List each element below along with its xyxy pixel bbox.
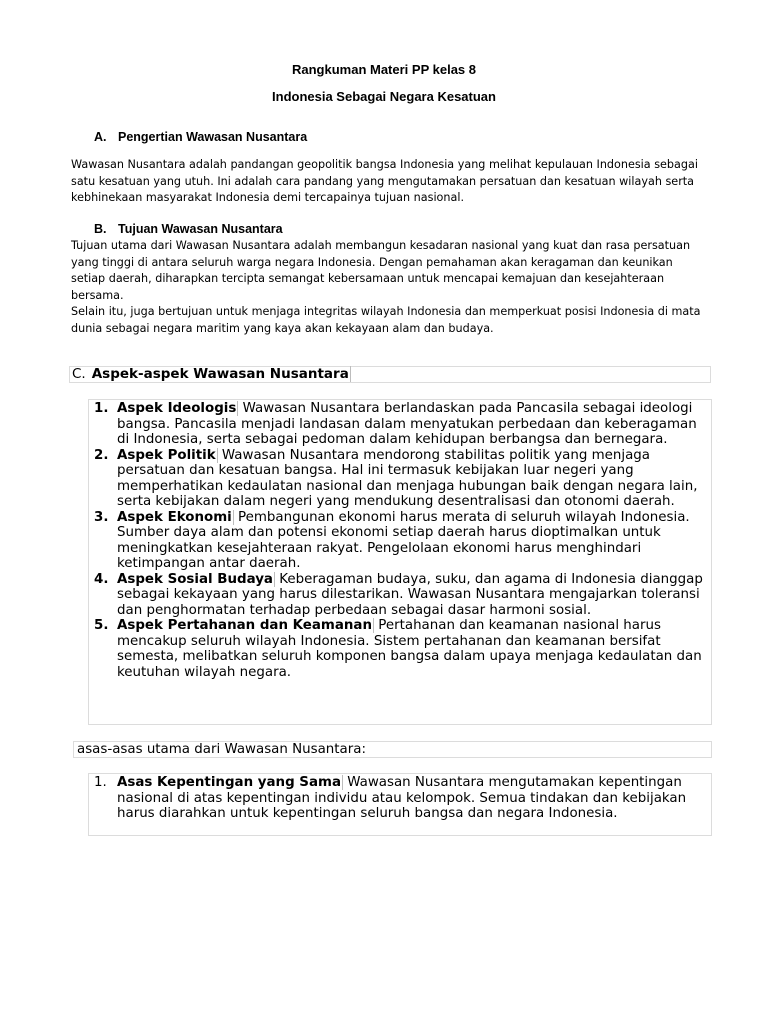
section-b-heading — [94, 222, 283, 236]
section-b-title: Tujuan Wawasan Nusantara — [118, 222, 283, 236]
aspect-item-number: 2. — [94, 447, 109, 463]
asas-item-text: Wawasan Nusantara mengutamakan kepentingan nasional di atas kepentingan individu atau kelompok. Semua tindakan dan kebijakan harus diarahkan untuk kepentingan seluruh bangsa dan negara Indonesia. — [117, 775, 687, 821]
document-title: Rangkuman Materi PP kelas 8 — [291, 62, 476, 77]
aspect-list — [89, 401, 713, 680]
section-b-paragraph-1: Tujuan utama dari Wawasan Nusantara adalah membangun kesadaran nasional yang kuat dan rasa persatuan yang tinggi di antara seluruh warga negara Indonesia. Dengan pemahaman akan keragaman dan keunikan setiap daerah, diharapkan tercipta semangat kebersamaan untuk mencapai kemajuan dan kesejahteraan bersama. — [71, 239, 691, 302]
section-b-body — [71, 238, 707, 337]
aspect-item-term: Aspek Pertahanan dan Keamanan — [117, 618, 373, 633]
aspect-item-number: 3. — [94, 509, 109, 525]
asas-label: asas-asas utama dari Wawasan Nusantara: — [73, 741, 712, 758]
aspect-item-term: Aspek Politik — [117, 447, 216, 463]
section-c-heading — [72, 366, 351, 382]
aspect-item — [89, 510, 713, 572]
aspect-item-number: 1. — [94, 401, 109, 416]
asas-list-box — [88, 773, 712, 836]
aspect-item-text: Keberagaman budaya, suku, dan agama di Indonesia dianggap sebagai kekayaan yang harus dilestarikan. Wawasan Nusantara mengajarkan toleransi dan penghormatan terhadap perbedaan sebagai dasar harmoni sosial. — [117, 571, 703, 618]
aspect-item-number: 4. — [94, 571, 109, 587]
asas-item — [89, 775, 713, 822]
aspect-item — [89, 401, 713, 448]
section-a-title: Pengertian Wawasan Nusantara — [118, 130, 308, 144]
aspect-item-text: Pertahanan dan keamanan nasional harus mencakup seluruh wilayah Indonesia. Sistem pertahanan dan keamanan bersifat semesta, melibatkan seluruh komponen bangsa dalam upaya menjaga kedaulatan dan keutuhan wilayah negara. — [117, 618, 702, 680]
aspect-item-term: Aspek Sosial Budaya — [117, 571, 273, 587]
aspect-item-text: Pembangunan ekonomi harus merata di seluruh wilayah Indonesia. Sumber daya alam dan potensi ekonomi setiap daerah harus dioptimalkan untuk meningkatkan kesejahteraan rakyat. Pengelolaan ekonomi harus menghindari ketimpangan antar daerah. — [117, 509, 690, 571]
aspect-item-text: Wawasan Nusantara mendorong stabilitas politik yang menjaga persatuan dan kesatuan bangsa. Hal ini termasuk kebijakan luar negeri yang memperhatikan kedaulatan nasional dan menjaga hubungan baik dengan negara lain, serta kebijakan dalam negeri yang mendukung desentralisasi dan otonomi daerah. — [117, 447, 698, 509]
section-a-letter: A. — [94, 130, 107, 144]
section-c-letter: C. — [72, 366, 86, 382]
aspect-item — [89, 448, 713, 510]
aspect-list-box — [88, 399, 712, 725]
aspect-item-number: 5. — [94, 618, 109, 633]
section-c-title: Aspek-aspek Wawasan Nusantara — [91, 366, 349, 382]
section-b-paragraph-2: Selain itu, juga bertujuan untuk menjaga integritas wilayah Indonesia dan memperkuat posisi Indonesia di mata dunia sebagai negara maritim yang kaya akan kekayaan alam dan budaya. — [71, 305, 701, 335]
section-b-letter: B. — [94, 222, 107, 236]
document-subtitle: Indonesia Sebagai Negara Kesatuan — [272, 89, 496, 104]
asas-item-number: 1. — [94, 775, 107, 790]
aspect-item-term: Aspek Ekonomi — [117, 509, 232, 525]
section-a-heading — [94, 130, 307, 144]
section-a-body: Wawasan Nusantara adalah pandangan geopolitik bangsa Indonesia yang melihat kepulauan Indonesia sebagai satu kesatuan yang utuh. Ini adalah cara pandang yang mengutamakan persatuan dan kesatuan wilayah serta kebhinekaan masyarakat Indonesia demi tercapainya tujuan nasional. — [71, 158, 698, 204]
asas-item-term: Asas Kepentingan yang Sama — [117, 775, 341, 790]
aspect-item — [89, 618, 713, 680]
aspect-item-term: Aspek Ideologis — [117, 401, 237, 416]
aspect-item-text: Wawasan Nusantara berlandaskan pada Pancasila sebagai ideologi bangsa. Pancasila menjadi landasan dalam menyatukan perbedaan dan keberagaman di Indonesia, serta sebagai pedoman dalam kehidupan berbangsa dan bernegara. — [117, 401, 697, 447]
aspect-item — [89, 572, 713, 619]
asas-list — [89, 775, 713, 822]
